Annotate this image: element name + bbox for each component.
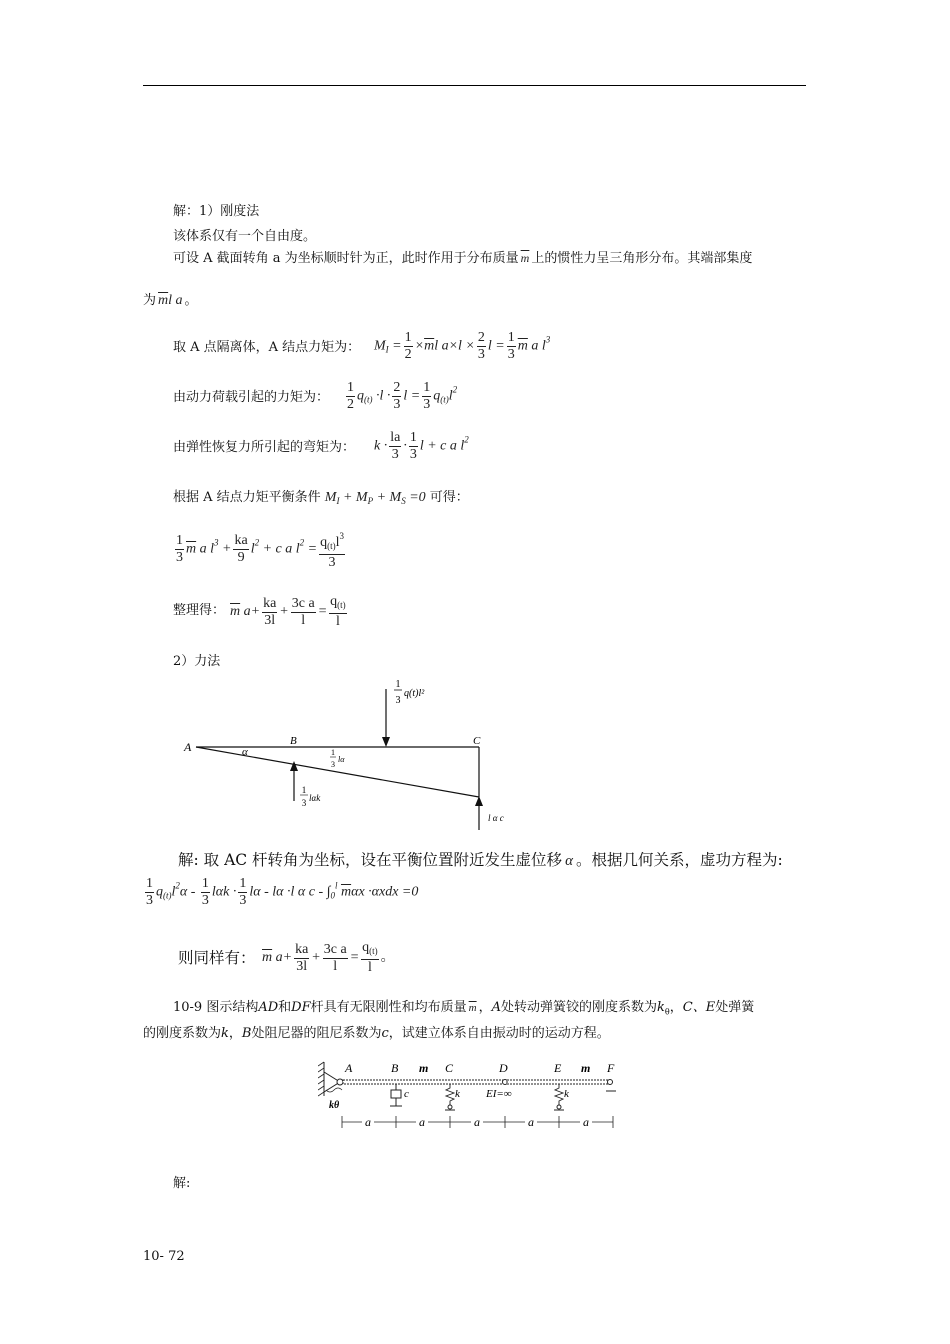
svg-text:B: B	[391, 1061, 399, 1075]
text-line: 可设 A 截面转角 a 为坐标顺时针为正，此时作用于分布质量 $\overline{m}$ 上的惯性力呈三角形分布。其端部集度	[173, 251, 753, 266]
problem-line: 的刚度系数为k，B处阻尼器的阻尼系数为c，试建立体系自由振动时的运动方程。	[143, 1026, 610, 1041]
hinge-A	[337, 1079, 343, 1085]
svg-text:m: m	[419, 1061, 429, 1075]
svg-text:1: 1	[395, 679, 401, 690]
svg-text:1: 1	[301, 785, 307, 795]
svg-text:E: E	[554, 1061, 562, 1075]
text-line: 则同样有：	[178, 949, 256, 967]
text-line: 由动力荷载引起的力矩为：	[173, 390, 330, 405]
spring-E	[555, 1084, 563, 1105]
text-line: 该体系仅有一个自由度。	[173, 229, 317, 244]
label-alpha: α	[242, 746, 248, 758]
svg-text:F: F	[607, 1061, 615, 1075]
solution-label: 解:	[173, 1176, 191, 1191]
beam-DF	[507, 1080, 608, 1084]
svg-text:3: 3	[331, 760, 335, 769]
structure-figure	[318, 1054, 628, 1136]
text-line: 根据 A 结点力矩平衡条件 $M_I + M_P + M_S =0$ 可得：	[173, 490, 469, 506]
damper-B	[391, 1090, 401, 1098]
svg-text:a: a	[474, 1115, 480, 1129]
mid-label: lα	[338, 755, 345, 764]
label-B: B	[290, 735, 297, 747]
spring-label: lαk	[309, 793, 321, 803]
text-line: 由弹性恢复力所引起的弯矩为：	[173, 440, 356, 455]
equation-moment-inertia: $M_I$ = $\frac{1}{2}$ $\times\overline{m}l$ a×l × $\frac{2}{3}$ l = $\frac{1}{3}$ $\overline{m}$ a $l^3$	[374, 330, 551, 362]
equation-elastic-moment: k · $\frac{la}{3}$ · $\frac{1}{3}$ l + c a $l^2$	[374, 430, 469, 462]
svg-text:k: k	[564, 1088, 569, 1100]
text-line: 为 $\overline{m}l$ a 。	[143, 293, 198, 308]
equation-result-1: $\overline{m}$ a+ $\frac{ka}{3l}$ + $\frac{\text{3c a}}{l}$ = $\frac{q_{(t)}}{l}$	[230, 594, 346, 629]
equation-load-moment: $\frac{1}{2}$ $q_{(t)} \cdot l$ · $\frac{2}{3}$ l = $\frac{1}{3}$ $q_{(t)}l^2$	[347, 380, 458, 412]
svg-text:A: A	[345, 1061, 353, 1075]
svg-text:kθ: kθ	[329, 1100, 340, 1111]
svg-text:a: a	[365, 1115, 371, 1129]
page-number: 10- 72	[143, 1249, 185, 1264]
svg-text:c: c	[404, 1088, 409, 1100]
solution-heading: 解：1）刚度法	[173, 204, 260, 219]
svg-text:1: 1	[331, 748, 335, 757]
text-line: 解: 取 AC 杆转角为坐标，设在平衡位置附近发生虚位移 α 。根据几何关系，虚功方程为:	[178, 851, 783, 869]
problem-line: 10-9 图示结构AD和DF杆具有无限刚性和均布质量 $\overline{m}$ ，A处转动弹簧铰的刚度系数为$k_\theta$，C、E处弹簧	[173, 1000, 755, 1017]
equation-balance: $\frac{1}{3}$ $\overline{m}$ a $l^3$ + $\frac{ka}{9}$ $l^2 + c$ a $l^2$ = $\frac{q_{(t)}l^3}{3}$	[173, 528, 347, 571]
svg-text:k: k	[455, 1088, 460, 1100]
svg-text:EI=∞: EI=∞	[486, 1088, 512, 1100]
text-line: 整理得：	[173, 603, 226, 618]
svg-text:m: m	[581, 1061, 591, 1075]
header-rule	[143, 85, 806, 86]
equation-result-2: $\overline{m}$ a+ $\frac{ka}{3l}$ + $\frac{\text{3c a}}{l}$ = $\frac{q_{(t)}}{l}$ 。	[262, 940, 395, 975]
spring-C	[446, 1084, 454, 1105]
hinge-F	[608, 1080, 613, 1085]
section-heading: 2）力法	[173, 654, 221, 669]
beam-AD	[343, 1080, 503, 1084]
svg-text:D: D	[499, 1061, 508, 1075]
svg-text:3: 3	[301, 798, 307, 808]
svg-text:a: a	[583, 1115, 589, 1129]
label-A: A	[184, 740, 192, 754]
label-C: C	[473, 735, 481, 747]
svg-text:a: a	[419, 1115, 425, 1129]
force-method-figure	[170, 675, 530, 830]
damper-label: l α c	[488, 813, 504, 823]
equation-virtual-work: $\frac{1}{3}$ $q_{(t)}l^2\alpha$ - $\frac{1}{3}$ lαk · $\frac{1}{3}$ lα - lα ·l α c - $\int_0^l$ $\overline{m}\alpha x \cdot\alpha xdx =0$	[146, 876, 419, 908]
svg-text:3: 3	[395, 695, 401, 706]
svg-text:C: C	[445, 1061, 454, 1075]
svg-text:a: a	[528, 1115, 534, 1129]
load-arrowhead	[382, 737, 390, 747]
load-label: q(t)l²	[404, 688, 425, 699]
text-line: 取 A 点隔离体，A 结点力矩为：	[173, 340, 361, 355]
rotational-spring	[326, 1088, 342, 1092]
